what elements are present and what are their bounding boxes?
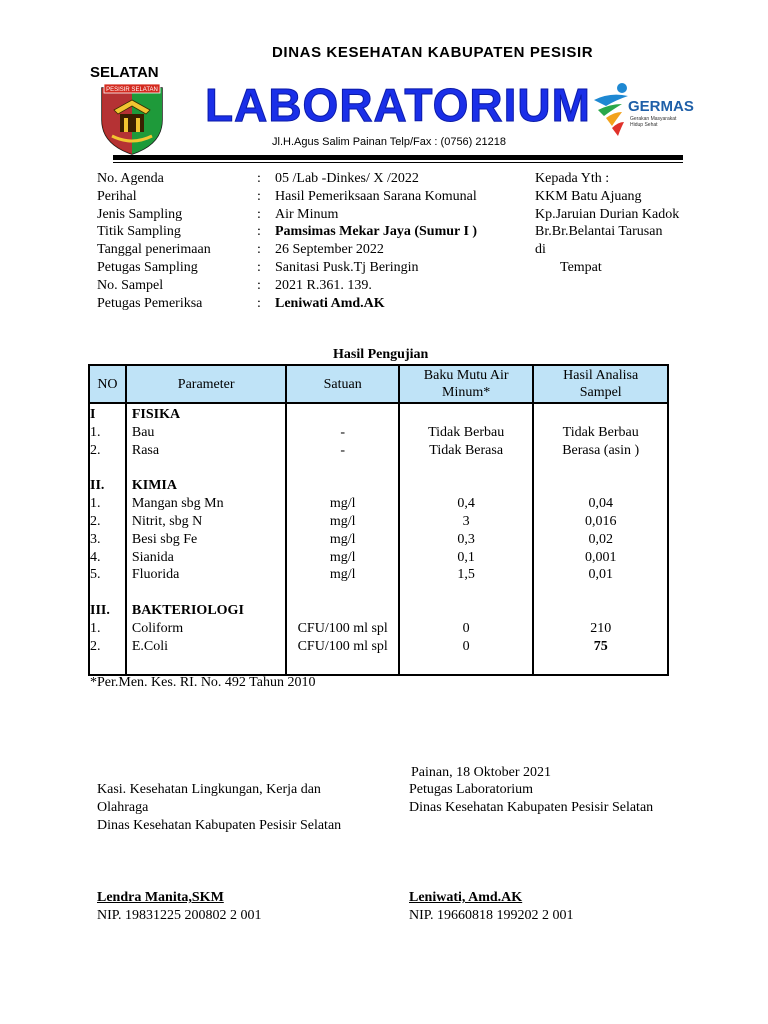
recipient-line: Br.Br.Belantai Tarusan bbox=[535, 224, 663, 240]
signature-left-title: Kasi. Kesehatan Lingkungan, Kerja dan bbox=[97, 782, 321, 797]
row-result: 75 bbox=[533, 638, 668, 656]
recipient-line: di bbox=[535, 242, 546, 258]
signature-right bbox=[409, 781, 653, 817]
info-row bbox=[97, 277, 477, 295]
recipient-block bbox=[535, 170, 679, 277]
agency-name-continued: SELATAN bbox=[90, 64, 159, 81]
table-row bbox=[89, 549, 668, 567]
empty-cell bbox=[286, 406, 398, 424]
info-value: 2021 R.361. 139. bbox=[275, 277, 372, 293]
header-divider-thick bbox=[113, 155, 683, 160]
row-number: 2. bbox=[89, 638, 126, 656]
info-value: Leniwati Amd.AK bbox=[275, 295, 385, 311]
row-parameter: Besi sbg Fe bbox=[126, 531, 287, 549]
row-number: 4. bbox=[89, 549, 126, 567]
spacer-cell bbox=[399, 656, 533, 675]
row-result: Tidak Berbau bbox=[533, 424, 668, 442]
empty-cell bbox=[533, 602, 668, 620]
table-row bbox=[89, 513, 668, 531]
header-divider-thin bbox=[113, 162, 683, 163]
germas-tagline-1: Gerakan Masyarakat bbox=[630, 116, 677, 122]
table-header-row bbox=[89, 365, 668, 403]
sample-info bbox=[97, 170, 477, 312]
spacer-row bbox=[89, 584, 668, 602]
spacer-row bbox=[89, 459, 668, 477]
agency-name: DINAS KESEHATAN KABUPATEN PESISIR bbox=[272, 44, 594, 61]
empty-cell bbox=[286, 477, 398, 495]
info-row bbox=[97, 188, 477, 206]
spacer-cell bbox=[126, 584, 287, 602]
row-result: 0,04 bbox=[533, 495, 668, 513]
info-value: 05 /Lab -Dinkes/ X /2022 bbox=[275, 171, 419, 186]
row-standard: 0 bbox=[399, 620, 533, 638]
row-standard: 1,5 bbox=[399, 566, 533, 584]
signature-right-identity bbox=[409, 889, 574, 925]
empty-cell bbox=[399, 406, 533, 424]
row-standard: 0,3 bbox=[399, 531, 533, 549]
group-name: FISIKA bbox=[126, 406, 287, 424]
info-label: Tanggal penerimaan bbox=[97, 242, 211, 258]
signature-right-agency: Dinas Kesehatan Kabupaten Pesisir Selatan bbox=[409, 800, 654, 815]
signature-left-name: Lendra Manita,SKM bbox=[97, 890, 224, 905]
info-row bbox=[97, 241, 477, 259]
address: Jl.H.Agus Salim Painan Telp/Fax : (0756) 21218 bbox=[272, 136, 506, 148]
info-separator: : bbox=[257, 295, 261, 311]
row-parameter: Sianida bbox=[126, 549, 287, 567]
spacer-cell bbox=[89, 656, 126, 675]
table-row bbox=[89, 638, 668, 656]
row-result: 0,02 bbox=[533, 531, 668, 549]
spacer-cell bbox=[533, 656, 668, 675]
laboratorium-title: LABORATORIUM bbox=[205, 79, 591, 131]
info-separator: : bbox=[257, 206, 261, 222]
empty-cell bbox=[399, 477, 533, 495]
signature-right-name: Leniwati, Amd.AK bbox=[409, 890, 523, 905]
row-number: 1. bbox=[89, 620, 126, 638]
germas-logo bbox=[592, 80, 702, 140]
recipient-line: Kepada Yth : bbox=[535, 171, 610, 186]
table-row bbox=[89, 424, 668, 442]
row-unit: - bbox=[286, 424, 398, 442]
row-number: 5. bbox=[89, 566, 126, 584]
signature-right-title: Petugas Laboratorium bbox=[409, 782, 534, 797]
signature-left-nip: NIP. 19831225 200802 2 001 bbox=[97, 908, 262, 923]
group-number: II. bbox=[89, 477, 126, 495]
spacer-cell bbox=[533, 584, 668, 602]
row-number: 2. bbox=[89, 513, 126, 531]
signature-left-title-cont: Olahraga bbox=[97, 800, 149, 815]
info-value: Sanitasi Pusk.Tj Beringin bbox=[275, 259, 419, 275]
row-result: 210 bbox=[533, 620, 668, 638]
row-unit: CFU/100 ml spl bbox=[286, 620, 398, 638]
group-number: I bbox=[89, 406, 126, 424]
recipient-line: Tempat bbox=[560, 259, 602, 275]
row-standard: 0,1 bbox=[399, 549, 533, 567]
info-value: Pamsimas Mekar Jaya (Sumur I ) bbox=[275, 224, 478, 240]
germas-tagline bbox=[630, 116, 676, 128]
info-separator: : bbox=[257, 171, 261, 186]
signature-left-agency: Dinas Kesehatan Kabupaten Pesisir Selatan bbox=[97, 818, 342, 833]
spacer-cell bbox=[533, 459, 668, 477]
info-label: Petugas Pemeriksa bbox=[97, 295, 203, 311]
row-parameter: Fluorida bbox=[126, 566, 287, 584]
signature-left-identity bbox=[97, 889, 262, 925]
info-row bbox=[97, 223, 477, 241]
spacer-cell bbox=[89, 459, 126, 477]
info-separator: : bbox=[257, 188, 261, 204]
row-number: 1. bbox=[89, 424, 126, 442]
group-row bbox=[89, 477, 668, 495]
info-label: No. Sampel bbox=[97, 277, 164, 293]
row-unit: mg/l bbox=[286, 531, 398, 549]
row-parameter: Coliform bbox=[126, 620, 287, 638]
group-row bbox=[89, 602, 668, 620]
row-result: 0,016 bbox=[533, 513, 668, 531]
header-unit: Satuan bbox=[286, 365, 398, 403]
row-standard: Tidak Berbau bbox=[399, 424, 533, 442]
info-separator: : bbox=[257, 277, 261, 293]
row-parameter: Bau bbox=[126, 424, 287, 442]
empty-cell bbox=[399, 602, 533, 620]
header-parameter: Parameter bbox=[126, 365, 287, 403]
signature-right-nip: NIP. 19660818 199202 2 001 bbox=[409, 908, 574, 923]
row-unit: - bbox=[286, 442, 398, 460]
row-standard: 0 bbox=[399, 638, 533, 656]
row-unit: CFU/100 ml spl bbox=[286, 638, 398, 656]
info-separator: : bbox=[257, 224, 261, 240]
pesisir-selatan-shield-logo bbox=[98, 80, 166, 156]
germas-figure-icon bbox=[592, 82, 632, 138]
empty-cell bbox=[286, 602, 398, 620]
info-value: Hasil Pemeriksaan Sarana Komunal bbox=[275, 188, 477, 204]
info-row bbox=[97, 295, 477, 313]
group-name: KIMIA bbox=[126, 477, 287, 495]
results-table bbox=[88, 364, 669, 676]
spacer-cell bbox=[126, 459, 287, 477]
row-standard: 0,4 bbox=[399, 495, 533, 513]
info-label: No. Agenda bbox=[97, 171, 164, 186]
table-row bbox=[89, 566, 668, 584]
header-result: Hasil Analisa Sampel bbox=[533, 365, 668, 403]
spacer-row bbox=[89, 656, 668, 675]
info-value: Air Minum bbox=[275, 206, 339, 222]
table-row bbox=[89, 495, 668, 513]
empty-cell bbox=[533, 477, 668, 495]
spacer-cell bbox=[286, 584, 398, 602]
info-row bbox=[97, 206, 477, 224]
signature-left bbox=[97, 781, 341, 835]
group-number: III. bbox=[89, 602, 126, 620]
spacer-cell bbox=[399, 459, 533, 477]
group-name: BAKTERIOLOGI bbox=[126, 602, 287, 620]
info-label: Petugas Sampling bbox=[97, 259, 198, 275]
header-no: NO bbox=[89, 365, 126, 403]
table-row bbox=[89, 442, 668, 460]
row-parameter: E.Coli bbox=[126, 638, 287, 656]
info-label: Jenis Sampling bbox=[97, 206, 183, 222]
empty-cell bbox=[533, 406, 668, 424]
group-row bbox=[89, 406, 668, 424]
spacer-cell bbox=[286, 459, 398, 477]
shield-banner-text: PESISIR SELATAN bbox=[106, 87, 158, 93]
info-value: 26 September 2022 bbox=[275, 242, 384, 258]
table-row bbox=[89, 620, 668, 638]
row-parameter: Nitrit, sbg N bbox=[126, 513, 287, 531]
row-unit: mg/l bbox=[286, 549, 398, 567]
info-row bbox=[97, 259, 477, 277]
spacer-cell bbox=[286, 656, 398, 675]
table-row bbox=[89, 531, 668, 549]
row-number: 3. bbox=[89, 531, 126, 549]
info-row bbox=[97, 170, 477, 188]
info-label: Titik Sampling bbox=[97, 224, 181, 240]
row-parameter: Rasa bbox=[126, 442, 287, 460]
info-label: Perihal bbox=[97, 188, 137, 204]
recipient-line: KKM Batu Ajuang bbox=[535, 188, 642, 204]
row-unit: mg/l bbox=[286, 495, 398, 513]
results-title: Hasil Pengujian bbox=[333, 347, 429, 362]
spacer-cell bbox=[89, 584, 126, 602]
row-result: Berasa (asin ) bbox=[533, 442, 668, 460]
recipient-line: Kp.Jaruian Durian Kadok bbox=[535, 206, 680, 222]
footnote: *Per.Men. Kes. RI. No. 492 Tahun 2010 bbox=[90, 675, 316, 690]
germas-name: GERMAS bbox=[628, 98, 694, 115]
row-parameter: Mangan sbg Mn bbox=[126, 495, 287, 513]
header-standard: Baku Mutu Air Minum* bbox=[399, 365, 533, 403]
row-unit: mg/l bbox=[286, 566, 398, 584]
info-separator: : bbox=[257, 242, 261, 258]
info-separator: : bbox=[257, 259, 261, 275]
row-standard: 3 bbox=[399, 513, 533, 531]
row-number: 2. bbox=[89, 442, 126, 460]
row-result: 0,01 bbox=[533, 566, 668, 584]
row-unit: mg/l bbox=[286, 513, 398, 531]
germas-tagline-2: Hidup Sehat bbox=[630, 122, 658, 128]
spacer-cell bbox=[126, 656, 287, 675]
row-number: 1. bbox=[89, 495, 126, 513]
row-standard: Tidak Berasa bbox=[399, 442, 533, 460]
spacer-cell bbox=[399, 584, 533, 602]
row-result: 0,001 bbox=[533, 549, 668, 567]
signature-right-date: Painan, 18 Oktober 2021 bbox=[411, 765, 551, 780]
